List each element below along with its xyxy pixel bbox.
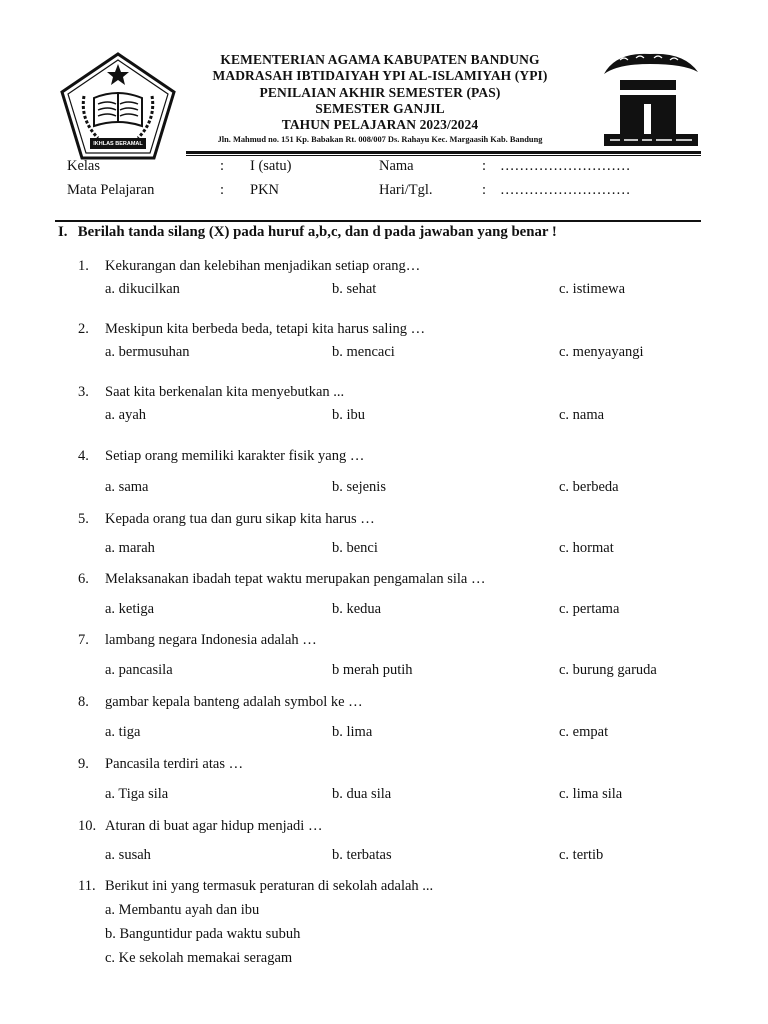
section-number: I. <box>58 224 68 240</box>
question-text: Setiap orang memiliki karakter fisik yang … <box>105 448 365 464</box>
answer-option-b[interactable]: b. dua sila <box>332 786 392 802</box>
question-number: 2. <box>78 321 89 337</box>
answer-option-c[interactable]: c. pertama <box>559 601 620 617</box>
question-text: Pancasila terdiri atas … <box>105 756 244 772</box>
answer-option-b[interactable]: b. sejenis <box>332 479 386 495</box>
mapel-colon: : <box>220 182 225 198</box>
question-number: 7. <box>78 632 89 648</box>
hari-field[interactable]: ……………………… <box>500 182 631 198</box>
school-header <box>178 52 582 146</box>
question-number: 9. <box>78 756 89 772</box>
question-text: lambang negara Indonesia adalah … <box>105 632 317 648</box>
answer-option-b[interactable]: b. Banguntidur pada waktu subuh <box>105 926 301 942</box>
answer-option-b[interactable]: b. lima <box>332 724 373 740</box>
kaaba-logo-icon <box>600 50 702 150</box>
answer-option-b[interactable]: b. ibu <box>332 407 366 423</box>
answer-option-a[interactable]: a. bermusuhan <box>105 344 190 360</box>
answer-option-a[interactable]: a. Tiga sila <box>105 786 169 802</box>
answer-option-c[interactable]: c. hormat <box>559 540 614 556</box>
answer-option-a[interactable]: a. sama <box>105 479 149 495</box>
question-number: 10. <box>78 818 97 834</box>
header-ministry: KEMENTERIAN AGAMA KABUPATEN BANDUNG <box>220 52 540 67</box>
header-rule-thick <box>186 151 701 154</box>
question-text: gambar kepala banteng adalah symbol ke … <box>105 694 363 710</box>
question-text: Kepada orang tua dan guru sikap kita harus … <box>105 511 375 527</box>
mapel-label: Mata Pelajaran <box>67 182 155 198</box>
question-number: 5. <box>78 511 89 527</box>
answer-option-c[interactable]: c. empat <box>559 724 609 740</box>
answer-option-a[interactable]: a. susah <box>105 847 151 863</box>
answer-option-c[interactable]: c. nama <box>559 407 605 423</box>
section-instruction-text: Berilah tanda silang (X) pada huruf a,b,c, dan d pada jawaban yang benar ! <box>77 224 557 240</box>
question-text: Melaksanakan ibadah tepat waktu merupakan pengamalan sila … <box>105 571 486 587</box>
question-text: Meskipun kita berbeda beda, tetapi kita harus saling … <box>105 321 426 337</box>
question-number: 3. <box>78 384 89 400</box>
kelas-colon: : <box>220 158 225 174</box>
question-number: 11. <box>78 878 96 894</box>
header-school: MADRASAH IBTIDAIYAH YPI AL-ISLAMIYAH (YPI) <box>212 68 548 84</box>
question-text: Kekurangan dan kelebihan menjadikan setiap orang… <box>105 258 421 274</box>
answer-option-a[interactable]: a. Membantu ayah dan ibu <box>105 902 260 918</box>
answer-option-c[interactable]: c. burung garuda <box>559 662 657 678</box>
answer-option-a[interactable]: a. marah <box>105 540 155 556</box>
answer-option-a[interactable]: a. pancasila <box>105 662 173 678</box>
question-number: 1. <box>78 258 89 274</box>
question-number: 4. <box>78 448 89 464</box>
answer-option-c[interactable]: c. tertib <box>559 847 604 863</box>
mapel-value: PKN <box>250 182 280 198</box>
answer-option-c[interactable]: c. istimewa <box>559 281 626 297</box>
question-number: 8. <box>78 694 89 710</box>
header-exam: PENILAIAN AKHIR SEMESTER (PAS) <box>259 84 501 100</box>
answer-option-c[interactable]: c. menyayangi <box>559 344 644 360</box>
hari-colon: : <box>482 182 487 198</box>
header-semester: SEMESTER GANJIL <box>315 100 445 116</box>
header-address: Jln. Mahmud no. 151 Kp. Babakan Rt. 008/007 Ds. Rahayu Kec. Margaasih Kab. Bandung <box>217 135 543 145</box>
answer-option-c[interactable]: c. lima sila <box>559 786 623 802</box>
answer-option-c[interactable]: c. Ke sekolah memakai seragam <box>105 950 293 966</box>
nama-colon: : <box>482 158 487 174</box>
nama-label: Nama <box>379 158 414 174</box>
answer-option-b[interactable]: b. kedua <box>332 601 382 617</box>
nama-field[interactable]: ……………………… <box>500 158 631 174</box>
answer-option-a[interactable]: a. dikucilkan <box>105 281 180 297</box>
answer-option-b[interactable]: b. mencaci <box>332 344 395 360</box>
answer-option-b[interactable]: b. benci <box>332 540 378 556</box>
kelas-value: I (satu) <box>250 158 292 174</box>
answer-option-c[interactable]: c. berbeda <box>559 479 619 495</box>
answer-option-b[interactable]: b. sehat <box>332 281 377 297</box>
question-number: 6. <box>78 571 89 587</box>
answer-option-b[interactable]: b merah putih <box>332 662 413 678</box>
question-text: Aturan di buat agar hidup menjadi … <box>105 818 323 834</box>
question-text: Berikut ini yang termasuk peraturan di sekolah adalah ... <box>105 878 434 894</box>
hari-label: Hari/Tgl. <box>379 182 433 198</box>
kelas-label: Kelas <box>67 158 101 174</box>
section-instruction <box>58 221 557 243</box>
answer-option-a[interactable]: a. tiga <box>105 724 141 740</box>
logo-banner-text: IKHLAS BERAMAL <box>93 141 143 147</box>
header-year: TAHUN PELAJARAN 2023/2024 <box>281 117 479 133</box>
answer-option-a[interactable]: a. ketiga <box>105 601 155 617</box>
answer-option-a[interactable]: a. ayah <box>105 407 147 423</box>
answer-option-b[interactable]: b. terbatas <box>332 847 392 863</box>
question-text: Saat kita berkenalan kita menyebutkan ... <box>105 384 345 400</box>
